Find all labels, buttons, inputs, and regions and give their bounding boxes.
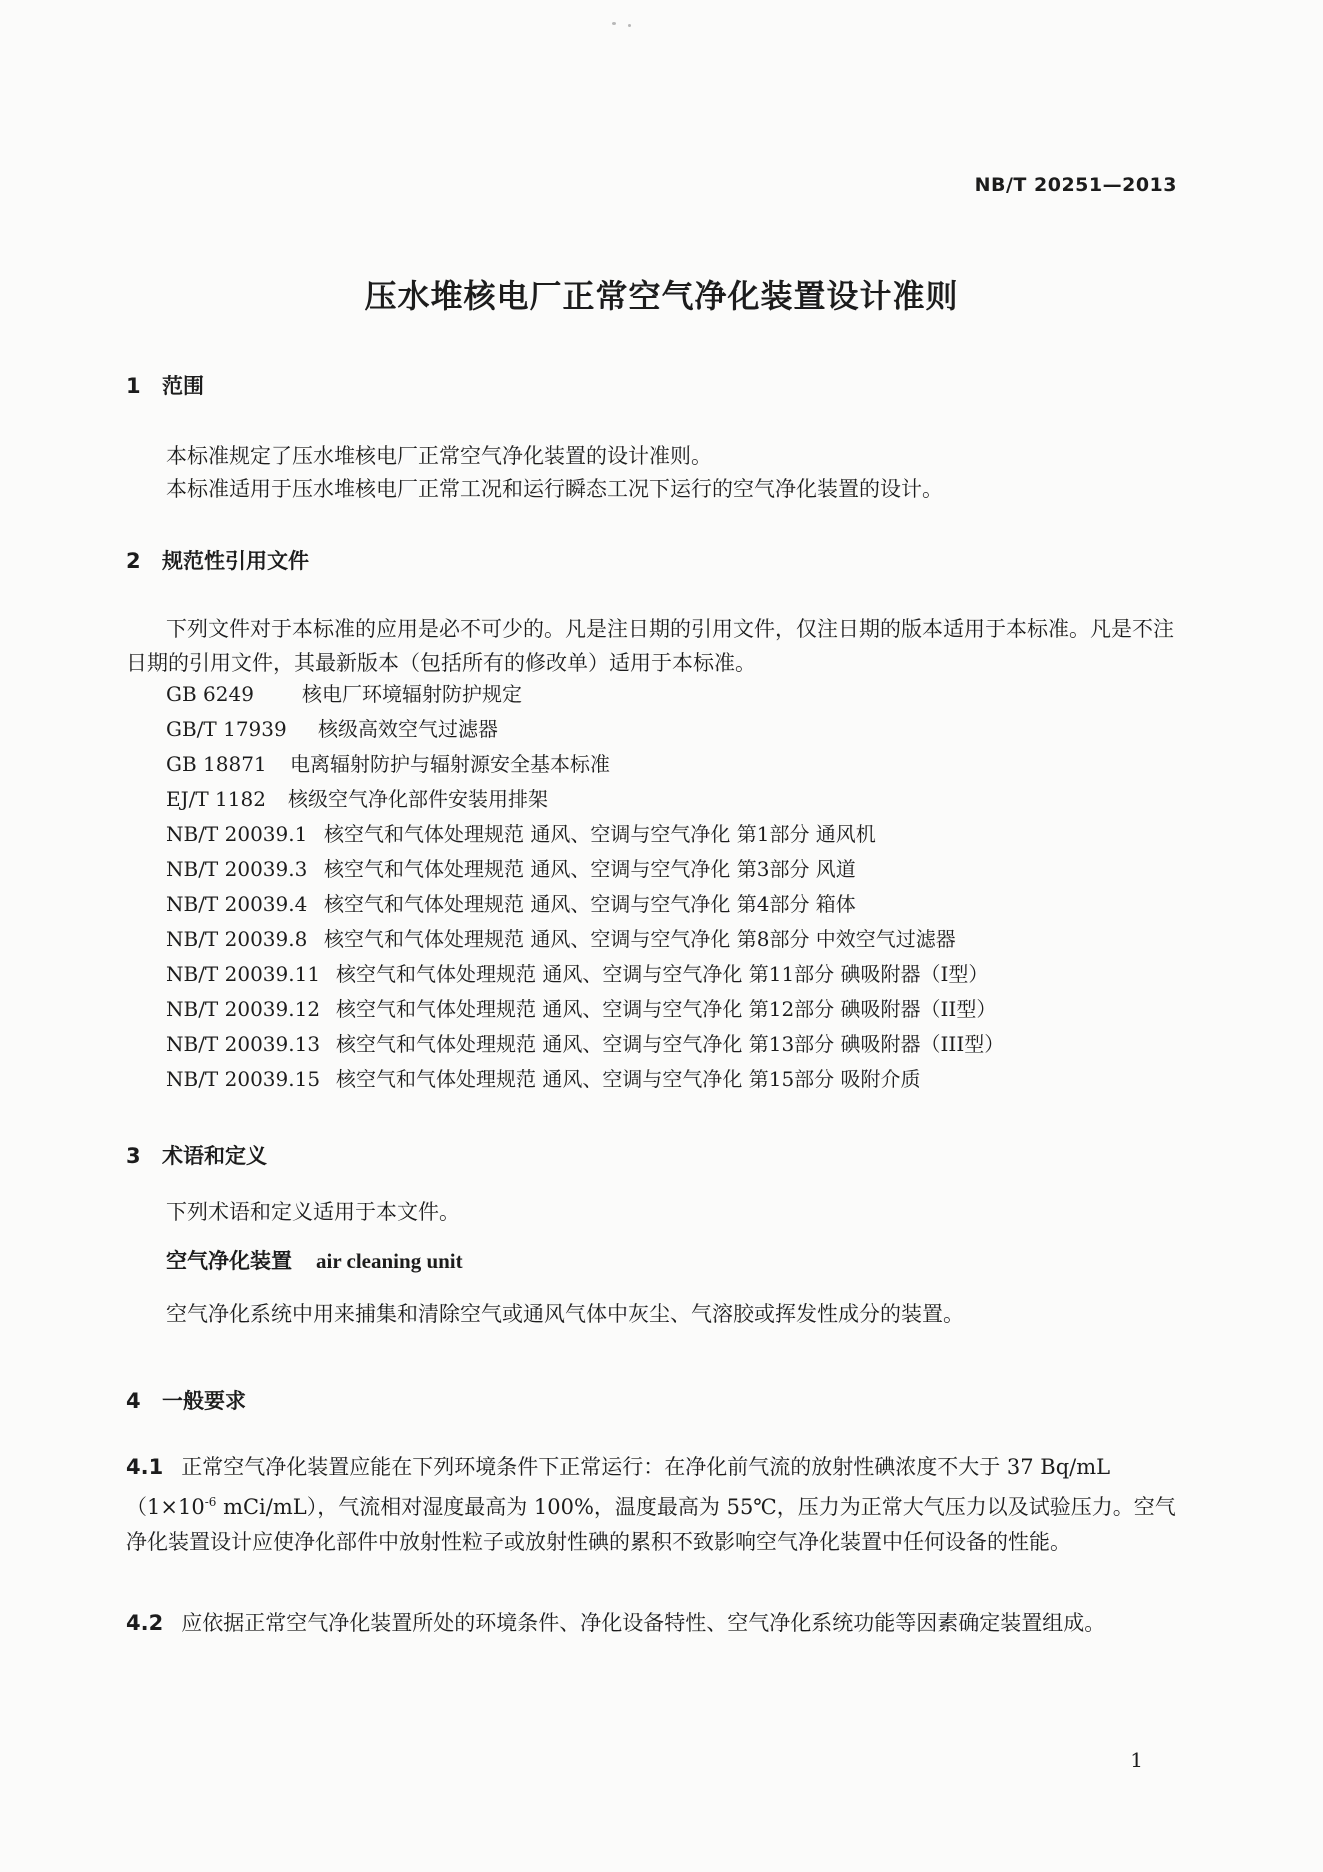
- reference-title: 核空气和气体处理规范 通风、空调与空气净化 第3部分 风道: [324, 857, 856, 881]
- reference-title: 核级空气净化部件安装用排架: [288, 787, 548, 811]
- clause-number: 4.1: [126, 1455, 164, 1479]
- reference-title: 核电厂环境辐射防护规定: [302, 682, 522, 706]
- section-heading-normative-references: [126, 545, 309, 575]
- reference-item: [166, 923, 1004, 958]
- scope-line: 本标准规定了压水堆核电厂正常空气净化装置的设计准则。: [166, 444, 712, 468]
- section-title: 术语和定义: [162, 1144, 267, 1168]
- reference-item: [166, 818, 1004, 853]
- section-number: 1: [126, 374, 141, 398]
- reference-item: [166, 748, 1004, 783]
- section-number: 3: [126, 1144, 141, 1168]
- section-title: 范围: [162, 374, 204, 398]
- reference-title: 核空气和气体处理规范 通风、空调与空气净化 第11部分 碘吸附器（I型）: [336, 962, 989, 986]
- reference-code: NB/T 20039.15: [166, 1067, 321, 1091]
- reference-list: [166, 678, 1004, 1098]
- reference-item: [166, 958, 1004, 993]
- reference-code: NB/T 20039.13: [166, 1032, 321, 1056]
- reference-item: [166, 888, 1004, 923]
- reference-item: [166, 678, 1004, 713]
- section-number: 4: [126, 1389, 141, 1413]
- reference-title: 核空气和气体处理规范 通风、空调与空气净化 第1部分 通风机: [324, 822, 876, 846]
- reference-item: [166, 1028, 1004, 1063]
- reference-title: 核空气和气体处理规范 通风、空调与空气净化 第12部分 碘吸附器（II型）: [336, 997, 997, 1021]
- section-title: 一般要求: [162, 1389, 246, 1413]
- terms-intro: 下列术语和定义适用于本文件。: [166, 1200, 460, 1224]
- reference-item: [166, 1063, 1004, 1098]
- clause-text: 应依据正常空气净化装置所处的环境条件、净化设备特性、空气净化系统功能等因素确定装置组成。: [181, 1611, 1106, 1635]
- scope-line: 本标准适用于压水堆核电厂正常工况和运行瞬态工况下运行的空气净化装置的设计。: [166, 477, 943, 501]
- clause-number: 4.2: [126, 1611, 164, 1635]
- section-heading-terms: [126, 1140, 267, 1170]
- reference-code: GB 18871: [166, 752, 267, 776]
- scan-speck: [628, 24, 631, 27]
- reference-item: [166, 713, 1004, 748]
- reference-code: NB/T 20039.11: [166, 962, 321, 986]
- reference-code: NB/T 20039.4: [166, 892, 308, 916]
- reference-code: NB/T 20039.8: [166, 927, 308, 951]
- clause-4-2: [126, 1606, 1177, 1641]
- reference-item: [166, 993, 1004, 1028]
- reference-code: GB/T 17939: [166, 717, 287, 741]
- term-entry: [166, 1245, 463, 1275]
- section-heading-general-requirements: [126, 1385, 246, 1415]
- page-number: 1: [1130, 1748, 1143, 1772]
- reference-title: 核级高效空气过滤器: [318, 717, 498, 741]
- reference-code: EJ/T 1182: [166, 787, 266, 811]
- exponent: -6: [204, 1495, 217, 1509]
- reference-code: NB/T 20039.12: [166, 997, 321, 1021]
- references-intro: 下列文件对于本标准的应用是必不可少的。凡是注日期的引用文件，仅注日期的版本适用于本标准。凡是不注日期的引用文件，其最新版本（包括所有的修改单）适用于本标准。: [126, 617, 1174, 675]
- term-english: air cleaning unit: [316, 1249, 463, 1273]
- term-definition: 空气净化系统中用来捕集和清除空气或通风气体中灰尘、气溶胶或挥发性成分的装置。: [166, 1302, 964, 1326]
- section-number: 2: [126, 549, 141, 573]
- reference-code: NB/T 20039.1: [166, 822, 308, 846]
- reference-item: [166, 783, 1004, 818]
- document-code: NB/T 20251—2013: [974, 174, 1177, 196]
- term-chinese: 空气净化装置: [166, 1248, 292, 1273]
- clause-4-1: [126, 1450, 1177, 1560]
- scan-speck: [612, 22, 616, 25]
- section-title: 规范性引用文件: [162, 549, 309, 573]
- clause-text: mCi/mL），气流相对湿度最高为 100%，温度最高为 55℃，压力为正常大气压力以及试验压力。空气净化装置设计应使净化部件中放射性粒子或放射性碘的累积不致影响空气净化装置中任何设备的性能。: [126, 1495, 1176, 1554]
- reference-title: 核空气和气体处理规范 通风、空调与空气净化 第13部分 碘吸附器（III型）: [336, 1032, 1005, 1056]
- reference-title: 电离辐射防护与辐射源安全基本标准: [290, 752, 610, 776]
- reference-item: [166, 853, 1004, 888]
- clause-text: 正常空气净化装置应能在下列环境条件下正常运行：在净化前气流的放射性碘浓度不大于 37 Bq/mL（1×10: [126, 1455, 1111, 1519]
- reference-code: NB/T 20039.3: [166, 857, 308, 881]
- reference-title: 核空气和气体处理规范 通风、空调与空气净化 第8部分 中效空气过滤器: [324, 927, 956, 951]
- reference-title: 核空气和气体处理规范 通风、空调与空气净化 第4部分 箱体: [324, 892, 856, 916]
- scope-paragraph: [166, 440, 943, 506]
- page-title: 压水堆核电厂正常空气净化装置设计准则: [364, 277, 959, 315]
- reference-code: GB 6249: [166, 682, 254, 706]
- reference-title: 核空气和气体处理规范 通风、空调与空气净化 第15部分 吸附介质: [336, 1067, 921, 1091]
- section-heading-scope: [126, 370, 204, 400]
